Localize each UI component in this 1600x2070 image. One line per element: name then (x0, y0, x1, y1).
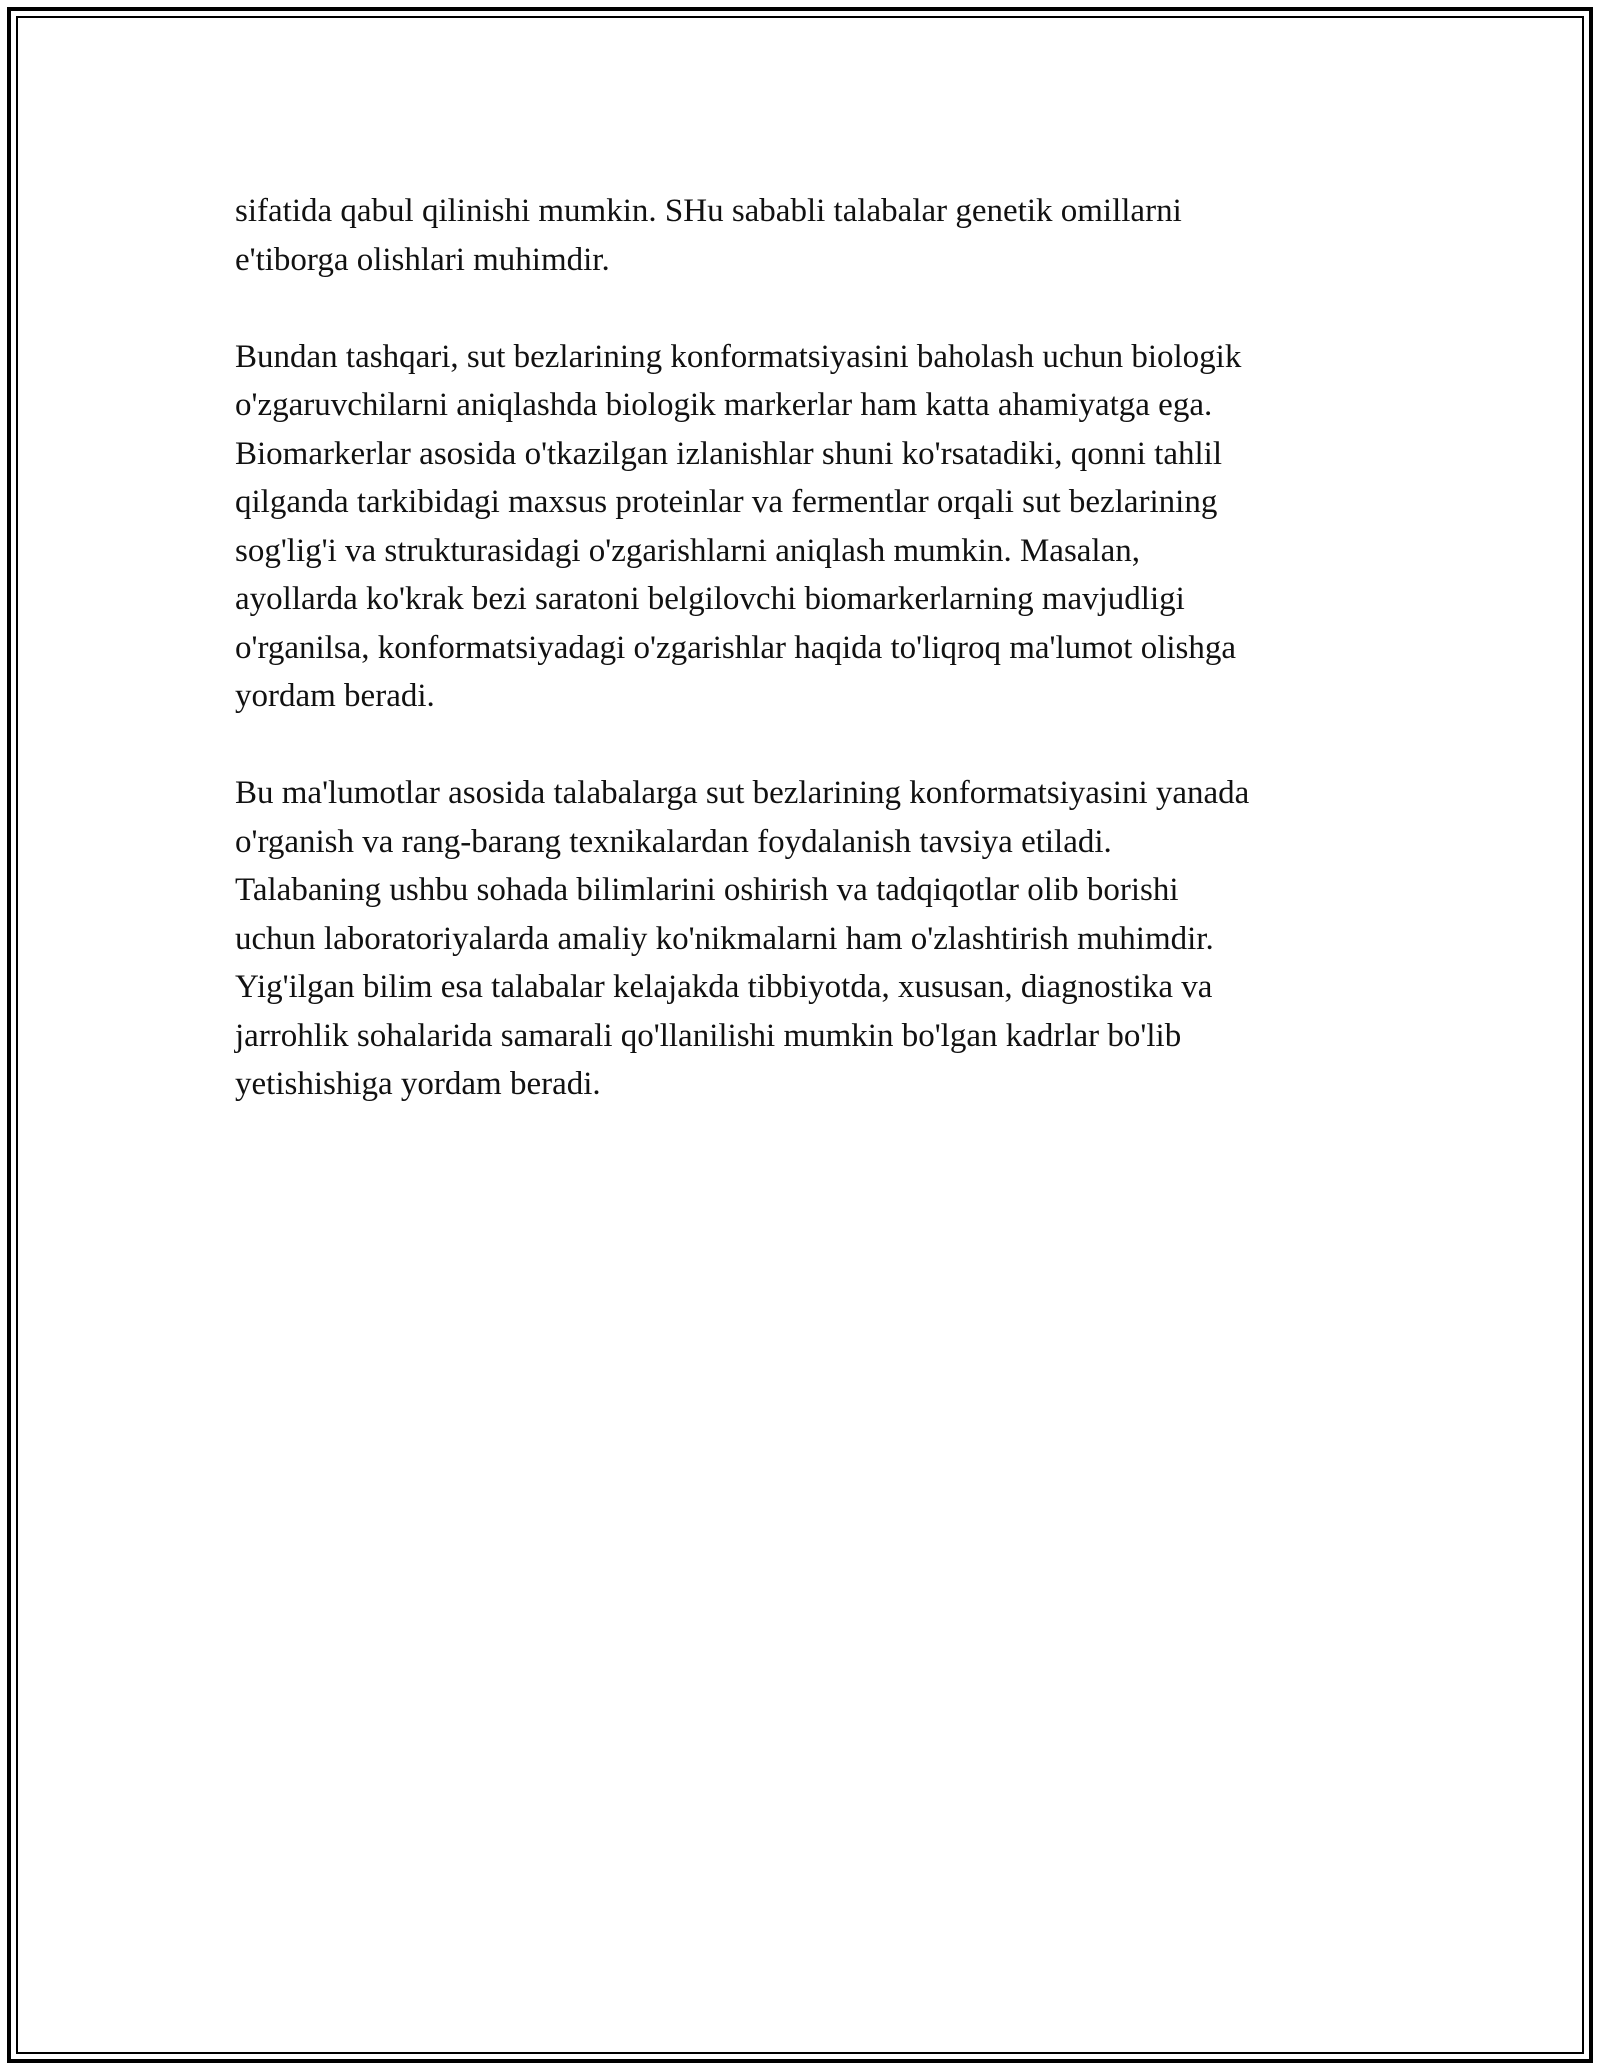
text-line: ayollarda ko'krak bezi saratoni belgilovchi biomarkerlarning mavjudligi (235, 581, 1185, 617)
text-line: o'rganish va rang-barang texnikalardan foydalanish tavsiya etiladi. (235, 823, 1112, 860)
text-line: qilganda tarkibidagi maxsus proteinlar va fermentlar orqali sut bezlarining (235, 484, 1218, 520)
text-line: Talabaning ushbu sohada bilimlarini oshirish va tadqiqotlar olib borishi (235, 872, 1179, 908)
paragraph-1 (235, 187, 1395, 284)
text-line: Bu ma'lumotlar asosida talabalarga sut bezlarining konformatsiyasini yanada (235, 775, 1250, 811)
text-line: Biomarkerlar asosida o'tkazilgan izlanishlar shuni ko'rsatadiki, qonni tahlil (235, 435, 1222, 472)
text-line: uchun laboratoriyalarda amaliy ko'nikmalarni ham o'zlashtirish muhimdir. (235, 920, 1214, 957)
paragraph-3 (235, 769, 1395, 1109)
text-line: sog'lig'i va strukturasidagi o'zgarishlarni aniqlash mumkin. Masalan, (235, 532, 1141, 569)
document-body (235, 187, 1395, 1157)
text-line: Bundan tashqari, sut bezlarining konformatsiyasini baholash uchun biologik (235, 338, 1242, 375)
paragraph-2 (235, 333, 1395, 721)
text-line: yordam beradi. (235, 678, 435, 714)
text-line: yetishishiga yordam beradi. (235, 1066, 601, 1102)
text-line: jarrohlik sohalarida samarali qo'llanilishi mumkin bo'lgan kadrlar bo'lib (235, 1017, 1182, 1054)
text-line: sifatida qabul qilinishi mumkin. SHu sababli talabalar genetik omillarni (235, 193, 1182, 229)
text-line: o'rganilsa, konformatsiyadagi o'zgarishlar haqida to'liqroq ma'lumot olishga (235, 629, 1237, 666)
text-line: o'zgaruvchilarni aniqlashda biologik markerlar ham katta ahamiyatga ega. (235, 387, 1213, 423)
text-line: e'tiborga olishlari muhimdir. (235, 241, 610, 278)
text-line: Yig'ilgan bilim esa talabalar kelajakda tibbiyotda, xususan, diagnostika va (235, 969, 1213, 1005)
